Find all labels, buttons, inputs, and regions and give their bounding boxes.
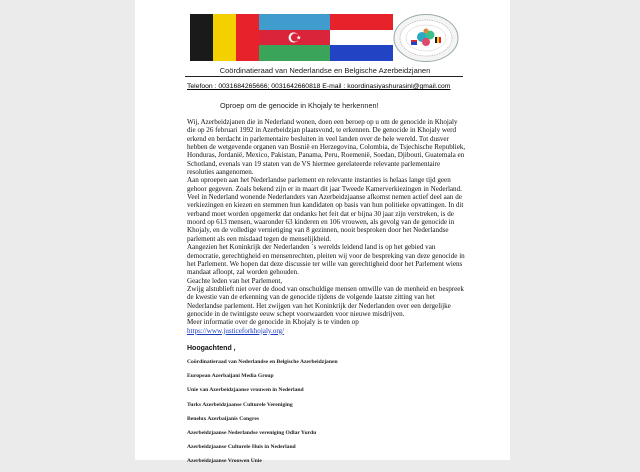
signatory-item: Unie van Azerbeidzjaanse vrouwen in Nederland [187, 387, 304, 394]
letter-body [187, 118, 467, 335]
paragraph: Meer informatie over de genocide in Khojaly is te vinden op [187, 318, 359, 327]
flags-banner [190, 14, 393, 61]
paragraph: Aan oproepen aan het Nederlandse parlement en relevante instanties is helaas lange tijd geen gehoor gegeven. Zoals bekend zijn er in maart dit jaar Tweede Kamerverkiezingen in Nederland. Veel in Nederland wonende Nederlanders van Azerbeidzjaanse afkomst nemen actief deel aan de verkiezingen en kiezen en stemmen hun kandidaten op basis van hun politieke opvattingen. In dit verband moet worden opgemerkt dat ondanks het feit dat er bijna 30 jaar zijn verstreken, is de moord op 613 mensen, waaronder 63 kinderen en 106 vrouwen, als gevolg van de genocide in Khojaly, en de volledige vernietiging van 8 gezinnen, nooit besproken door het Nederlandse parlement als een misdaad tegen de menselijkheid. [187, 176, 464, 243]
signatory-item: Benelux Azerbaijanis Congres [187, 415, 259, 422]
closing-greeting: Hoogachtend , [187, 345, 236, 352]
signatory-item: Coördinatieraad van Nederlandse en Belgische Azerbeidzjanen [187, 359, 338, 365]
organization-title: Coördinatieraad van Nederlandse en Belgische Azerbeidzjanen [219, 66, 431, 75]
document-page [135, 0, 510, 465]
salutation: Geachte leden van het Parlement, [187, 276, 283, 285]
signatory-item: Azerbeidzjaanse Culturele Huis in Nederland [187, 444, 296, 451]
contact-line: Telefoon : 0031684265666; 0031642660818 E-mail : koordinasiyashurasinl@gmail.com [187, 83, 451, 90]
signatories-list [187, 358, 477, 472]
info-link[interactable]: https://www.justiceforkhojaly.org/ [187, 326, 285, 335]
paragraph: Zwijg alstublieft niet over de dood van onschuldige mensen omwille van de menheid en bespreek de kwestie van de erkenning van de genocide tijdens de volgende laatste zitting van het Nederlandse parlement. Het zwijgen van het Koninkrijk der Nederlanden over een dergelijke genocide in de twintigste eeuw schept voorwaarden voor nieuwe misdrijven. [187, 284, 464, 318]
paragraph: Aangezien het Koninkrijk der Nederlanden ´s werelds leidend land is op het gebied van democratie, gerechtigheid en mensenrechten, pleiten wij voor de bespreking van deze genocide in het Parlement. We hopen dat deze discussie ter wille van gerechtigheid door het Parlement wiens mandaat afloopt, zal worden gehouden. [187, 243, 465, 277]
header-divider [185, 76, 463, 77]
netherlands-flag-icon [330, 14, 393, 61]
signatory-item: Turks Azerbeidzjaanse Culturele Vereniging [187, 401, 293, 408]
belgium-flag-icon [190, 14, 259, 61]
organization-seal-logo-icon [392, 13, 460, 63]
signatory-item: Azerbeidzjaanse Nederlandse vereniging Odlar Yurdu [187, 429, 317, 436]
crescent-star-icon [286, 29, 303, 46]
signatory-item: European Azerbaijani Media Group [187, 373, 274, 380]
signatory-item: Azerbeidzjaanse Vrouwen Unie [187, 458, 262, 465]
document-headline: Oproep om de genocide in Khojaly te herkennen! [220, 101, 379, 110]
azerbaijan-flag-icon [259, 14, 330, 61]
paragraph: Wij, Azerbeidzjanen die in Nederland wonen, doen een beroep op u om de genocide in Khojaly die op 26 februari 1992 in Azerbeidzjan plaatsvond, te erkennen. De genocide in Khojaly werd erkend en berdacht in parlementaire besluiten in veel landen over de hele wereld. Tot dusver hebben de wetgevende organen van Bosnië en Herzegovina, Colombia, de Tsjechische Republiek, Honduras, Jordanië, Mexico, Pakistan, Panama, Peru, Roemenië, Soedan, Djibouti, Guatemala en Schotland, evenals van 19 staten van de VS hiermee gerelateerde relevante parlementaire resoluties aangenomen. [187, 118, 466, 177]
